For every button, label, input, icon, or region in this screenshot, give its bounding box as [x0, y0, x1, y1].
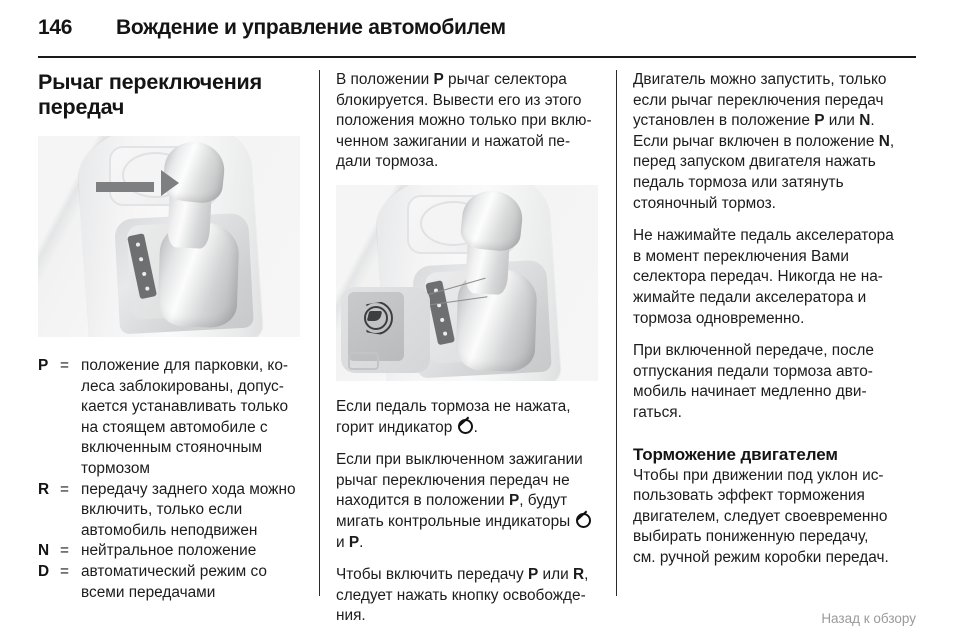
middle-paragraph-4 — [336, 565, 598, 627]
right-paragraph-3: При включенной передаче, после отпускания педали тормоза автомобиль начинает медленно двигаться. — [633, 342, 874, 421]
gear-position-label: P — [814, 112, 825, 130]
definition-key: P — [38, 357, 49, 374]
column-divider-left — [319, 70, 320, 596]
gear-lever-figure-1 — [38, 136, 300, 337]
gear-position-label: P — [348, 533, 360, 551]
definition-equals: = — [60, 562, 69, 580]
prnd-dot — [442, 332, 447, 337]
shift-lock-indicator-icon — [458, 419, 473, 434]
definition-key: R — [38, 480, 50, 498]
definition-value: передачу заднего хода можно включить, только если автомобиль неподвижен — [81, 480, 296, 539]
text-run: рычаг селектора блокируется. Вывести его из этого положения можно только при включенном зажигании и нажатой педали тормоза. — [336, 71, 592, 171]
page-title: Вождение и управление автомобилем — [116, 16, 506, 39]
middle-paragraph-3 — [336, 450, 598, 553]
definition-equals: = — [60, 542, 69, 560]
prnd-dot — [439, 317, 444, 322]
subsection-title-engine-braking: Торможение двигателем — [633, 444, 838, 464]
header-divider-rule — [38, 56, 916, 58]
shift-lock-indicator-icon — [576, 513, 591, 528]
text-run: , будут мигать контрольные индикаторы — [336, 492, 575, 530]
indicator-callout-bubble — [341, 287, 430, 373]
text-run: , следует нажать кнопку освобождения. — [336, 566, 589, 625]
text-run: и — [336, 533, 349, 551]
definition-value: нейтральное положение — [81, 542, 257, 560]
right-paragraph-2: Не нажимайте педаль акселератора в момент переключения Вами селектора передач. Никогда не нажимайте педали акселератора и тормоза одновременно. — [633, 227, 894, 327]
gear-position-label: P — [508, 492, 520, 510]
text-run: . Если рычаг включен в положение — [633, 112, 879, 150]
gear-position-label: N — [859, 112, 871, 130]
arrow-shaft — [96, 182, 155, 192]
prnd-dot — [145, 286, 150, 291]
callout-inner-panel — [348, 292, 403, 361]
gear-position-label: P — [527, 566, 539, 584]
prnd-dot — [135, 242, 140, 247]
column-right — [633, 70, 895, 598]
text-run: Чтобы включить передачу — [336, 566, 528, 584]
text-run: Двигатель можно запустить, только если рычаг переключения передач установлен в положение — [633, 71, 887, 130]
gear-position-label: N — [878, 132, 890, 150]
definition-equals: = — [60, 357, 69, 374]
text-run: Если при выключенном зажигании рычаг переключения передач не находится в положении — [336, 451, 583, 510]
callout-secondary-shape — [348, 352, 379, 370]
section-title: Рычаг переключения передач — [38, 70, 262, 119]
definition-key: D — [38, 562, 50, 580]
column-divider-right — [616, 70, 617, 596]
definition-row — [38, 356, 300, 480]
definition-row — [38, 562, 300, 603]
definition-row — [38, 480, 300, 542]
definition-key: N — [38, 542, 50, 560]
callout-leader-lines — [425, 295, 488, 315]
arrow-head — [161, 170, 179, 196]
gear-lever-figure-2 — [336, 185, 598, 381]
middle-paragraph-2 — [336, 397, 598, 438]
release-button-arrow-annotation — [96, 176, 180, 198]
page-header — [38, 16, 916, 50]
gear-position-label: R — [572, 566, 585, 584]
prnd-dot — [138, 257, 143, 262]
gear-position-label: P — [433, 71, 444, 88]
brake-pedal-indicator-icon — [359, 301, 393, 335]
gear-position-definition-list — [38, 356, 300, 603]
page-number: 146 — [38, 16, 73, 39]
right-paragraph-1 — [633, 70, 895, 214]
definition-equals: = — [60, 480, 69, 498]
text-run: , перед запуском двигателя нажать педаль тормоза или затянуть стояночный тормоз. — [633, 132, 895, 212]
middle-paragraph-1 — [336, 70, 598, 173]
text-run: Если педаль тормоза не нажата, горит индикатор — [336, 397, 571, 436]
definition-value: автоматический режим со всеми передачами — [81, 562, 267, 601]
text-run: В положении — [336, 71, 434, 88]
definition-value: положение для парковки, колеса заблокированы, допускается устанавливать только на стоящем автомобиле с включенным стояночным тормозом — [81, 357, 289, 477]
text-run: или — [824, 112, 860, 130]
text-run: или — [538, 566, 573, 584]
back-to-overview-link[interactable]: Назад к обзору — [821, 611, 916, 626]
column-left — [38, 70, 300, 601]
definition-row — [38, 541, 300, 562]
right-paragraph-4: Чтобы при движении под уклон использовать эффект торможения двигателем, следует своевременно выбирать пониженную передачу, см. ручной режим коробки передач. — [633, 466, 889, 566]
prnd-dot — [141, 272, 146, 277]
callout-leader-line — [425, 297, 487, 307]
text-run: . — [359, 533, 364, 551]
column-middle — [336, 70, 598, 625]
text-run: . — [473, 418, 478, 436]
